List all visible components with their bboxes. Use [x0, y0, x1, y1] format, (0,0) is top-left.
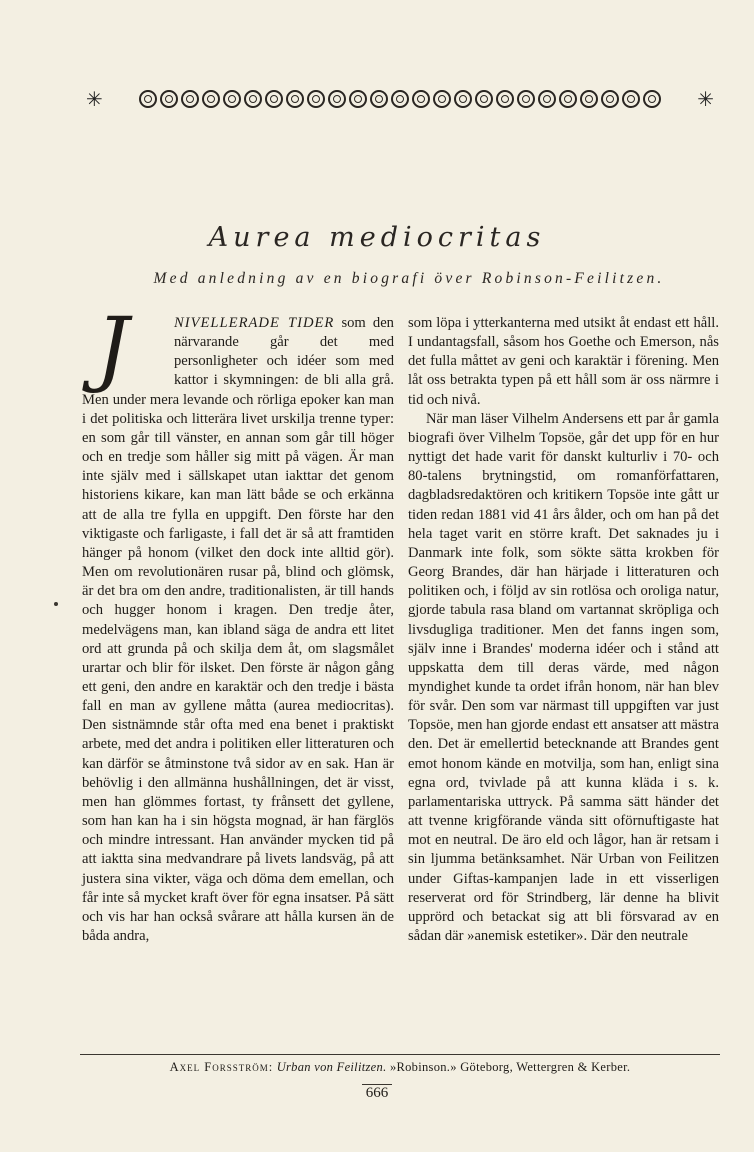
article-title: Aurea mediocritas	[208, 222, 546, 253]
left-paragraph	[82, 301, 394, 946]
lead-words: NIVELLERADE TIDER	[174, 315, 335, 331]
right-paragraph-1: som löpa i ytterkanterna med utsikt åt endast ett håll. I undantagsfall, såsom hos Goethe och Emerson, nås det fulla måttet av geni och karaktär i förening. Men låt oss betrakta typen på ett håll som är oss närmre i tid och nivå.	[408, 315, 719, 408]
right-column	[408, 314, 719, 946]
page-number: 666	[0, 1084, 754, 1102]
ornament-rosette-icon	[202, 90, 220, 108]
ornament-rosette-icon	[412, 90, 430, 108]
ornament-rosette-icon	[370, 90, 388, 108]
ornament-rosette-icon	[286, 90, 304, 108]
ornament-rosette-icon	[265, 90, 283, 108]
ornament-rosette-icon	[454, 90, 472, 108]
footnote-citation	[80, 1060, 720, 1075]
ornament-rosette-icon	[601, 90, 619, 108]
left-column	[82, 301, 394, 946]
ornament-rosette-icon	[328, 90, 346, 108]
article-subtitle: Med anledning av en biografi över Robinson-Feilitzen.	[153, 270, 665, 287]
ornament-rosette-icon	[580, 90, 598, 108]
citation-book: Urban von Feilitzen.	[276, 1060, 387, 1074]
ornament-star-right-icon: ✳	[697, 87, 714, 111]
header-ornament	[86, 88, 714, 110]
ornament-rosette-icon	[475, 90, 493, 108]
ornament-rosette-icon	[223, 90, 241, 108]
ornament-rosette-icon	[622, 90, 640, 108]
ornament-rosette-icon	[391, 90, 409, 108]
drop-cap: J	[96, 301, 129, 396]
citation-author: Axel Forsström:	[169, 1060, 274, 1074]
ornament-star-left-icon: ✳	[86, 87, 103, 111]
ornament-rosette-icon	[244, 90, 262, 108]
ornament-rosette-icon	[538, 90, 556, 108]
ornament-rosette-icon	[643, 90, 661, 108]
ornament-rosette-icon	[559, 90, 577, 108]
left-paragraph-text: som den närvarande går det med personligheter och idéer som med kattor i skymningen: de bli alla grå. Men under mera levande och rörliga epoker kan man i det politiska och litterära livet urskilja trenne typer: en som går till vänster, en annan som går till höger och en tredje som håller sig mitt på vägen. Är man inte själv med i sällskapet utan iakttar det genom historiens kikare, kan man lätt både se och erkänna att de alla tre fylla en uppgift. Den förste har den viktigaste och farligaste, i fall det är så att framtiden hänger på honom (vilket den dock inte alltid gör). Men om revolutionären rusar på, blind och glömsk, är det bra om den andre, traditionalisten, är till hands och hugger honom i kragen. Den tredje åter, medelvägens man, kan ibland säga de andra ett litet ord att grunda på och skilja dem åt, om slagsmålet urartar och blir för ilsket. Den förste är någon gång ett geni, den andre en karaktär och den tredje i bästa fall en man av gyllene måtta (aurea mediocritas). Den sistnämnde står ofta med ena benet i praktiskt arbete, med det andra i politiken eller litteraturen och kan därför se åtminstone två sidor av en sak. Han är behövlig i den allmänna hushållningen, det är visst, men han glömmes fortast, ty frånsett det gyllene, som han kan ha i sin högsta mognad, är han färglös och mindre intressant. Han använder mycken tid på att iaktta sina medvandrare på livets landsväg, på att justera sina vikter, väga och döma dem emellan, och får inte så mycket kraft över för egna insatser. På sätt och vis har han också svårare att hålla kursen än de båda andra,	[82, 315, 394, 944]
right-paragraph-2: När man läser Vilhelm Andersens ett par år gamla biografi över Vilhelm Topsöe, går det upp för en hur nyttigt det hade varit för danskt kulturliv i 70- och 80-talens brytningstid, om romanförfattaren, dagbladsredaktören och kritikern Topsöe inte gått ur tiden redan 1881 vid 41 års ålder, och om han på det hela taget varit en större kraft. Det saknades ju i Danmark inte folk, som sökte sätta krokben för Georg Brandes, där han härjade i litteraturen och politiken och, i följd av sin rotlösa och oroliga natur, gjorde tabula rasa bland om vartannat skröpliga och livsdugliga traditioner. Men det fanns ingen som, själv inne i Brandes' moderna idéer och i stånd att uppskatta dem till deras värde, med någon myndighet kunde ta ordet ifrån honom, när han blev för svår. Den som var närmast till uppgiften var just Topsöe, men han gjorde endast ett ansatser att mästra den. Det är emellertid betecknande att Brandes gent emot honom kände en motvilja, som han, enligt sina egna ord, tvivlade på att kunna kläda i s. k. parlamentariska uttryck. På samma sätt händer det att tvenne krigförande vända sitt oförnuftigaste hat mot en neutral. De äro eld och lågor, han är retsam i sin ljumma betänksamhet. När Urban von Feilitzen under Giftas-kampanjen lade in ett visserligen reserverat ord för Strindberg, lär denne ha blivit upprörd och betackat sig att bli försvarad av en sådan där »anemisk estetiker». Där den neutrale	[408, 410, 719, 944]
print-speck	[54, 602, 58, 606]
ornament-rosette-icon	[139, 90, 157, 108]
citation-publisher: »Robinson.» Göteborg, Wettergren & Kerber.	[389, 1060, 631, 1074]
ornament-rosette-icon	[349, 90, 367, 108]
ornament-chain	[139, 90, 661, 108]
ornament-rosette-icon	[307, 90, 325, 108]
ornament-rosette-icon	[496, 90, 514, 108]
ornament-rosette-icon	[181, 90, 199, 108]
ornament-rosette-icon	[160, 90, 178, 108]
ornament-rosette-icon	[517, 90, 535, 108]
footer-rule	[80, 1054, 720, 1055]
ornament-rosette-icon	[433, 90, 451, 108]
